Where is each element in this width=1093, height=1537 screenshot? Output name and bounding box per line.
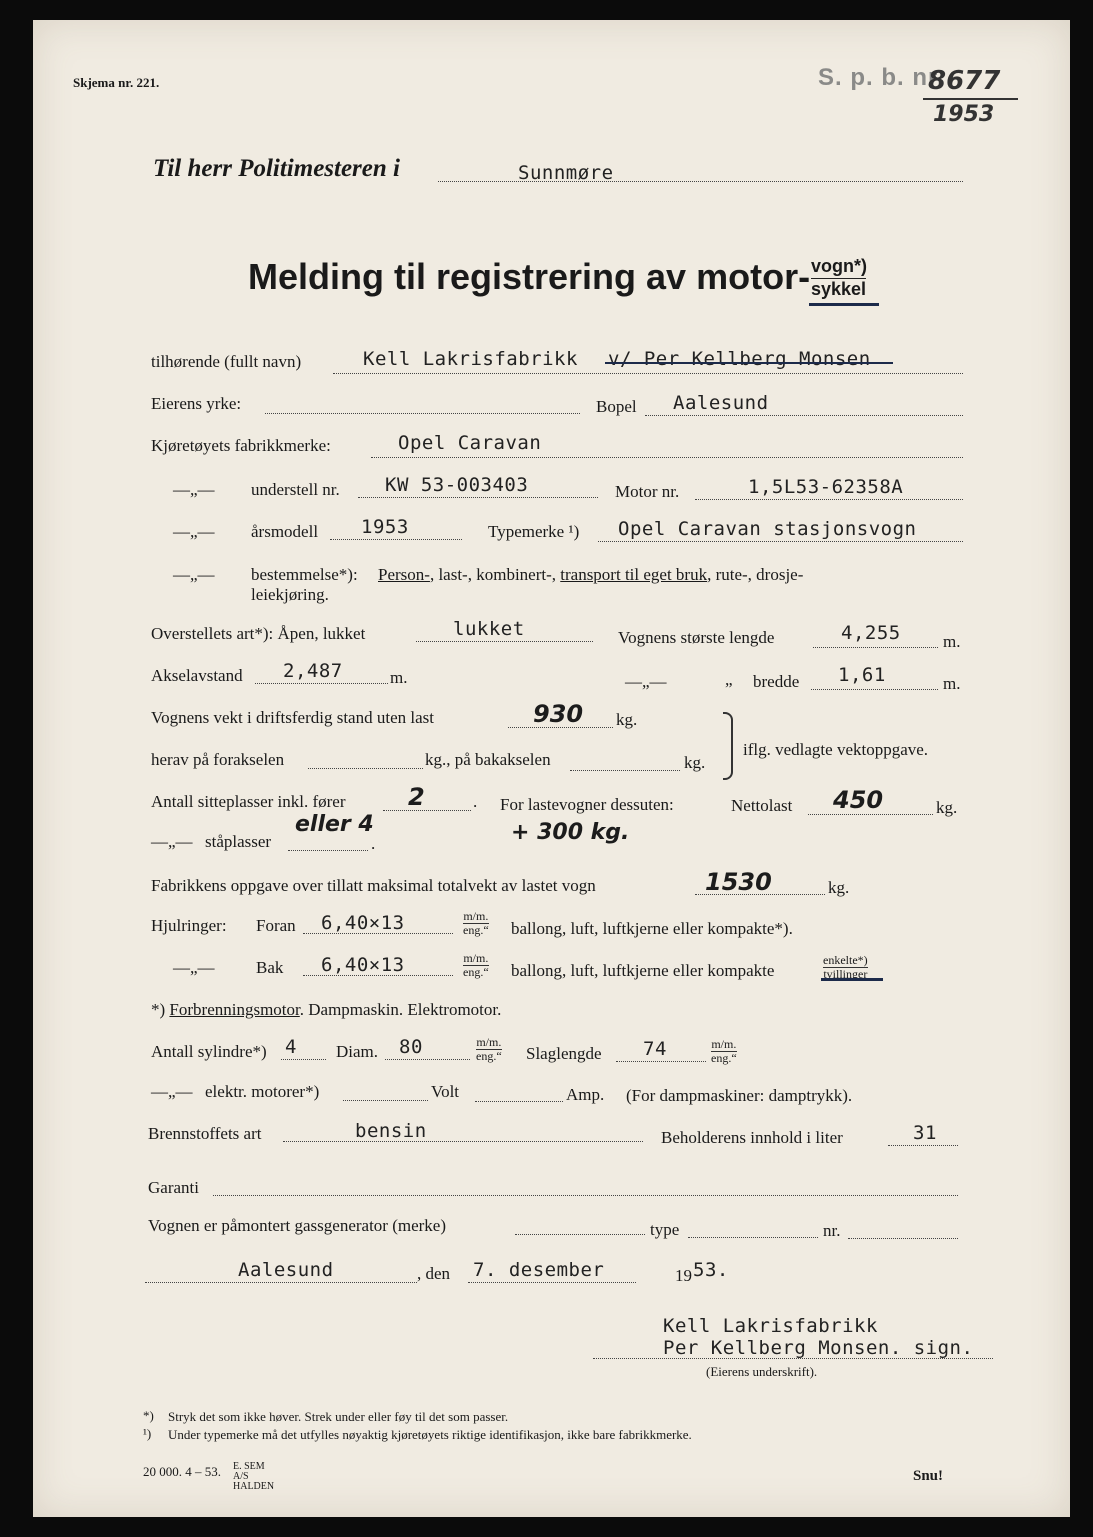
chassis-value: KW 53-003403 [385,474,529,496]
stroke-line [616,1061,706,1062]
mm-unit: m/m. [463,909,489,923]
volt-label: Volt [431,1082,460,1101]
purpose-end: , rute-, drosje- [707,565,804,584]
gas-gen-line [515,1234,645,1235]
wheelbase-value: 2,487 [283,660,343,682]
net-load-value: 450 [833,786,884,814]
model-year-line [330,539,462,540]
guarantee-label: Garanti [148,1178,199,1197]
diam-unit [476,1036,502,1063]
weight-unit: kg. [616,710,638,729]
addressee-label: Til herr Politimesteren i [153,155,400,182]
tank-label: Beholderens innhold i liter [661,1128,843,1147]
schema-number: Skjema nr. 221. [73,75,160,90]
spb-year: 1953 [933,102,995,127]
tires-twin: tvillinger [823,967,868,981]
electric-label: elektr. motorer*) [205,1082,320,1101]
net-load-label: Nettolast [731,796,793,815]
max-weight-value: 1530 [705,868,772,896]
tires-front-label: Foran [256,916,296,935]
rear-axle-line [570,770,680,771]
gas-gen-label: Vognen er påmontert gassgenerator (merke) [148,1216,447,1235]
length-line [813,647,938,648]
purpose-own-use: transport til eget bruk [560,565,708,584]
tires-single-twin [823,954,868,981]
tires-single: enkelte*) [823,953,868,967]
mm-unit: m/m. [711,1037,737,1051]
engine-label: Motor nr. [615,482,680,501]
seats-line [383,810,471,811]
signature-line-2: Per Kellberg Monsen. sign. [663,1337,974,1359]
length-value: 4,255 [841,622,901,644]
diam-value: 80 [399,1036,423,1058]
stroke-value: 74 [643,1038,667,1060]
gas-type-label: type [650,1220,680,1239]
weight-value: 930 [533,700,584,728]
date-century: 19 [675,1266,692,1285]
eng-unit: eng.“ [711,1051,737,1065]
tires-rear-types: ballong, luft, luftkjerne eller kompakte [511,961,775,980]
weight-label: Vognens vekt i driftsferdig stand uten last [151,708,434,727]
owner-value: Kell Lakrisfabrikk [363,348,578,370]
owner-label: tilhørende (fullt navn) [151,352,302,371]
residence-value: Aalesund [673,392,769,414]
width-quote: „ [725,670,733,689]
eng-unit: eng.“ [476,1049,502,1063]
seats-value: 2 [408,783,425,811]
max-weight-label: Fabrikkens oppgave over tillatt maksimal totalvekt av lastet vogn [151,876,596,895]
fuel-line [283,1141,643,1142]
purpose-options [378,565,803,585]
purpose-line2: leiekjøring. [251,585,329,604]
seats-label: Antall sitteplasser inkl. fører [151,792,346,811]
eng-unit: eng.“ [463,965,489,979]
footnote-2-mark: ¹) [143,1426,152,1441]
spb-label: S. p. b. nr. [818,64,945,91]
body-label: Overstellets art*): Åpen, lukket [151,624,366,643]
engine-types-rest: . Dampmaskin. Elektromotor. [299,1000,502,1019]
standing-line [288,850,368,851]
mm-unit: m/m. [463,951,489,965]
signature-line [593,1358,993,1359]
place-line [145,1282,417,1283]
ditto-mark: —„— [625,672,667,691]
stroke-unit [711,1038,737,1065]
spb-number: 8677 [928,66,1001,96]
standing-extra: + 300 kg. [511,820,630,845]
footnote-1-mark: *) [143,1408,154,1423]
cylinders-value: 4 [285,1036,297,1058]
engine-type-combustion: Forbrenningsmotor [169,1000,300,1019]
tires-twin-strike [821,978,883,981]
cylinders-label: Antall sylindre*) [151,1042,267,1061]
width-label: bredde [753,672,800,691]
standing-dot: . [371,834,376,853]
print-code: 20 000. 4 – 53. [143,1464,221,1479]
tires-front-types: ballong, luft, luftkjerne eller kompakte*). [511,919,793,938]
date-den: , den [417,1264,451,1283]
standing-value: eller 4 [295,812,374,837]
make-label: Kjøretøyets fabrikkmerke: [151,436,331,455]
ditto-mark: —„— [173,522,215,541]
ditto-mark: —„— [173,958,215,977]
engine-types [151,1000,501,1020]
front-axle-line [308,768,423,769]
occupation-label: Eierens yrke: [151,394,242,413]
width-line [811,689,938,690]
ditto-mark: —„— [173,480,215,499]
amp-label: Amp. [566,1085,605,1104]
tank-line [888,1145,958,1146]
owner-struck: v/ Per Kellberg Monsen [608,348,871,370]
registration-form [33,20,1070,1517]
net-load-line [808,814,933,815]
ditto-mark: —„— [151,832,193,851]
purpose-mid: , last-, kombinert-, [429,565,561,584]
date-value: 7. desember [473,1259,605,1281]
addressee-line [438,181,963,182]
truck-label: For lastevogner dessuten: [500,795,674,814]
owner-line [333,373,963,374]
engine-value: 1,5L53-62358A [748,476,904,498]
seats-dot: . [473,792,478,811]
footnote-1: Stryk det som ikke høver. Strek under eller føy til det som passer. [168,1409,509,1424]
volt-line [475,1101,563,1102]
occupation-line [265,413,580,414]
purpose-label: bestemmelse*): [251,565,358,584]
gas-type-line [688,1237,818,1238]
tank-value: 31 [913,1122,937,1144]
cylinders-line [281,1059,326,1060]
make-value: Opel Caravan [398,432,542,454]
tires-rear-unit [463,952,489,979]
wheelbase-unit: m. [390,668,408,687]
chassis-label: understell nr. [251,480,340,499]
net-load-unit: kg. [936,798,958,817]
printer-name: E. SEM A/S HALDEN [233,1461,275,1492]
chassis-line [358,497,598,498]
date-year: 53. [693,1259,729,1281]
engine-types-star: *) [151,1000,170,1019]
diam-line [385,1059,470,1060]
tires-label: Hjulringer: [151,916,227,935]
body-line [416,641,593,642]
stroke-label: Slaglengde [526,1044,602,1063]
length-label: Vognens største lengde [618,628,775,647]
wheelbase-label: Akselavstand [151,666,243,685]
residence-line [645,415,963,416]
gas-nr-line [848,1238,958,1239]
weight-note: iflg. vedlagte vektoppgave. [743,740,929,759]
length-unit: m. [943,632,961,651]
width-value: 1,61 [838,664,886,686]
tires-front-unit [463,910,489,937]
title-strike [809,303,879,306]
tires-rear-value: 6,40×13 [321,954,405,976]
model-year-label: årsmodell [251,522,319,541]
wheelbase-line [255,683,388,684]
engine-line [695,499,963,500]
turn-over-note: Snu! [913,1468,944,1484]
spb-underline [923,98,1018,100]
width-unit: m. [943,674,961,693]
signature-caption: (Eierens underskrift). [706,1364,818,1379]
rear-axle-unit: kg. [684,753,706,772]
standing-label: ståplasser [205,832,272,851]
type-label: Typemerke ¹) [488,522,580,541]
weight-bracket [723,712,733,780]
residence-label: Bopel [596,397,637,416]
title-vogn: vogn*) [811,256,867,276]
max-weight-unit: kg. [828,878,850,897]
date-line [468,1282,636,1283]
signature-line-1: Kell Lakrisfabrikk [663,1315,878,1337]
electric-line [343,1100,428,1101]
type-line [598,541,963,542]
body-value: lukket [453,618,525,640]
gas-nr-label: nr. [823,1221,841,1240]
ditto-mark: —„— [173,565,215,584]
fuel-label: Brennstoffets art [148,1124,262,1143]
fuel-value: bensin [355,1120,427,1142]
tires-front-value: 6,40×13 [321,912,405,934]
diam-label: Diam. [336,1042,379,1061]
front-axle-label: herav på forakselen [151,750,285,769]
purpose-person: Person- [378,565,430,584]
mm-unit: m/m. [476,1035,502,1049]
model-year-value: 1953 [361,516,409,538]
type-value: Opel Caravan stasjonsvogn [618,518,917,540]
make-line [371,457,963,458]
footnote-2: Under typemerke må det utfylles nøyaktig kjøretøyets riktige identifikasjon, ikke bare fabrikkmerke. [168,1427,692,1442]
rear-axle-label: kg., på bakakselen [425,750,551,769]
place-value: Aalesund [238,1259,334,1281]
title-sykkel: sykkel [811,279,867,299]
addressee-value: Sunnmøre [518,162,614,184]
eng-unit: eng.“ [463,923,489,937]
tires-rear-label: Bak [256,958,284,977]
steam-label: (For dampmaskiner: damptrykk). [626,1086,853,1105]
guarantee-line [213,1195,958,1196]
form-title: Melding til registrering av motor- [248,256,811,297]
ditto-mark: —„— [151,1082,193,1101]
owner-strike [605,362,893,364]
